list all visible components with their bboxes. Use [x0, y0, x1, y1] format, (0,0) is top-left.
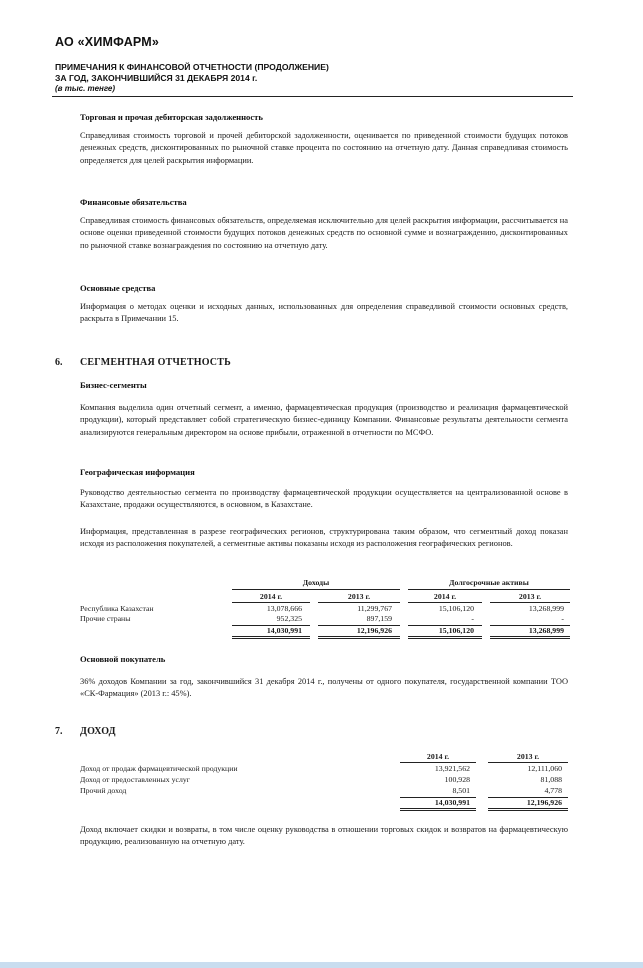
business-segments-heading: Бизнес-сегменты	[80, 380, 147, 390]
col-rule	[490, 602, 570, 603]
major-buyer-text: 36% доходов Компании за год, закончившийся 31 декабря 2014 г., получены от одного покупателя, государственной компании ТОО «СК-Фармация» (2013 г.: 45%).	[80, 677, 568, 699]
revenue-note: Доход включает скидки и возвраты, в том числе оценку руководства в отношении торговых скидок и возвратов на фармацевтическую продукцию, реализованную на отчетную дату.	[80, 825, 568, 847]
table-cell: 12,111,060	[527, 764, 562, 773]
major-buyer-heading: Основной покупатель	[80, 654, 166, 664]
income-group-rule	[232, 589, 400, 590]
assets-group-rule	[408, 589, 570, 590]
total-cell: 12,196,926	[356, 626, 392, 635]
table-cell: 8,501	[452, 786, 470, 795]
table-cell: 13,268,999	[528, 604, 564, 613]
table-cell: 81,088	[540, 775, 562, 784]
table-cell: 952,325	[276, 614, 302, 623]
total-cell: 12,196,926	[526, 798, 562, 807]
geo-info-heading: Географическая информация	[80, 467, 195, 477]
units-note: (в тыс. тенге)	[55, 84, 116, 93]
total-double-rule	[408, 636, 482, 639]
period-title: ЗА ГОД, ЗАКОНЧИВШИЙСЯ 31 ДЕКАБРЯ 2014 г.	[55, 73, 258, 83]
col-assets-2013: 2013 г.	[518, 592, 542, 601]
total-double-rule	[488, 808, 568, 811]
table-cell: 897,159	[366, 614, 392, 623]
receivables-text: Справедливая стоимость торговой и прочей дебиторской задолженности, оценивается по приведенной стоимости будущих потоков денежных средств, дисконтированных по рыночной ставке процента по состоянию на отчетную дату. Данная справедливая стоимость определяется для целей раскрытия информации.	[80, 131, 568, 165]
table-row-label: Доход от предоставленных услуг	[80, 775, 190, 784]
table-cell: 15,106,120	[438, 604, 474, 613]
table-row-label: Прочие страны	[80, 614, 131, 623]
col-rule	[408, 602, 482, 603]
col-rule	[400, 762, 476, 763]
col-rule	[488, 762, 568, 763]
fixed-assets-text: Информация о методах оценки и исходных данных, использованных для определения справедливой стоимости основных средств, раскрыта в Примечании 15.	[80, 302, 568, 324]
section6-number: 6.	[55, 357, 63, 368]
col-2014: 2014 г.	[426, 752, 450, 761]
table-cell: 11,299,767	[357, 604, 392, 613]
company-name: АО «ХИМФАРМ»	[55, 35, 160, 49]
section7-title: ДОХОД	[80, 726, 116, 737]
total-cell: 14,030,991	[434, 798, 470, 807]
liabilities-text: Справедливая стоимость финансовых обязательств, определяемая исключительно для целей раскрытия информации, рассчитывается на основе оценки приведенной стоимости будущих потоков денежных средств по основной сумме и вознаграждению, дисконтированных по рыночной ставке вознаграждения по состоянию на отчетную дату.	[80, 216, 568, 250]
total-cell: 13,268,999	[528, 626, 564, 635]
col-income-2013: 2013 г.	[347, 592, 371, 601]
header-divider	[52, 96, 573, 97]
total-cell: 15,106,120	[438, 626, 474, 635]
geo-info-text-1: Руководство деятельностью сегмента по производству фармацевтической продукции осуществляется на централизованной основе в Казахстане, продажи осуществляются, в основном, в Казахстане.	[80, 488, 568, 510]
total-double-rule	[490, 636, 570, 639]
col-income-2014: 2014 г.	[259, 592, 283, 601]
table-cell: 13,078,666	[266, 604, 302, 613]
col-assets-2014: 2014 г.	[433, 592, 457, 601]
notes-title: ПРИМЕЧАНИЯ К ФИНАНСОВОЙ ОТЧЕТНОСТИ (ПРОДОЛЖЕНИЕ)	[55, 62, 329, 72]
table-cell: -	[471, 614, 474, 623]
col-rule	[318, 602, 400, 603]
fixed-assets-heading: Основные средства	[80, 283, 156, 293]
total-double-rule	[318, 636, 400, 639]
table-row-label: Доход от продаж фармацевтической продукции	[80, 764, 238, 773]
page-bottom-edge	[0, 962, 643, 968]
business-segments-text: Компания выделила один отчетный сегмент, а именно, фармацевтическая продукция (производство и реализация фармацевтической продукции), который представляет собой стратегическую бизнес-единицу Компании. Финансовые результаты деятельности сегмента анализируются генеральным директором на основе прибыли, отраженной в отчетности по МСФО.	[80, 403, 568, 437]
assets-group-header: Долгосрочные активы	[449, 578, 529, 587]
col-2013: 2013 г.	[516, 752, 540, 761]
table-cell: 13,921,562	[434, 764, 470, 773]
total-cell: 14,030,991	[266, 626, 302, 635]
total-double-rule	[232, 636, 310, 639]
table-row-label: Прочий доход	[80, 786, 127, 795]
table-row-label: Республика Казахстан	[80, 604, 154, 613]
section6-title: СЕГМЕНТНАЯ ОТЧЕТНОСТЬ	[80, 357, 231, 368]
col-rule	[232, 602, 310, 603]
geo-info-text-2: Информация, представленная в разрезе географических регионов, структурирована таким образом, что сегментный доход показан исходя из расположения покупателей, а сегментные активы показаны исходя из расположения географических регионов.	[80, 527, 568, 549]
table-cell: 100,928	[444, 775, 470, 784]
table-cell: 4,778	[544, 786, 562, 795]
total-double-rule	[400, 808, 476, 811]
receivables-heading: Торговая и прочая дебиторская задолженность	[80, 112, 263, 122]
section7-number: 7.	[55, 726, 63, 737]
income-group-header: Доходы	[302, 578, 330, 587]
liabilities-heading: Финансовые обязательства	[80, 197, 187, 207]
table-cell: -	[561, 614, 564, 623]
